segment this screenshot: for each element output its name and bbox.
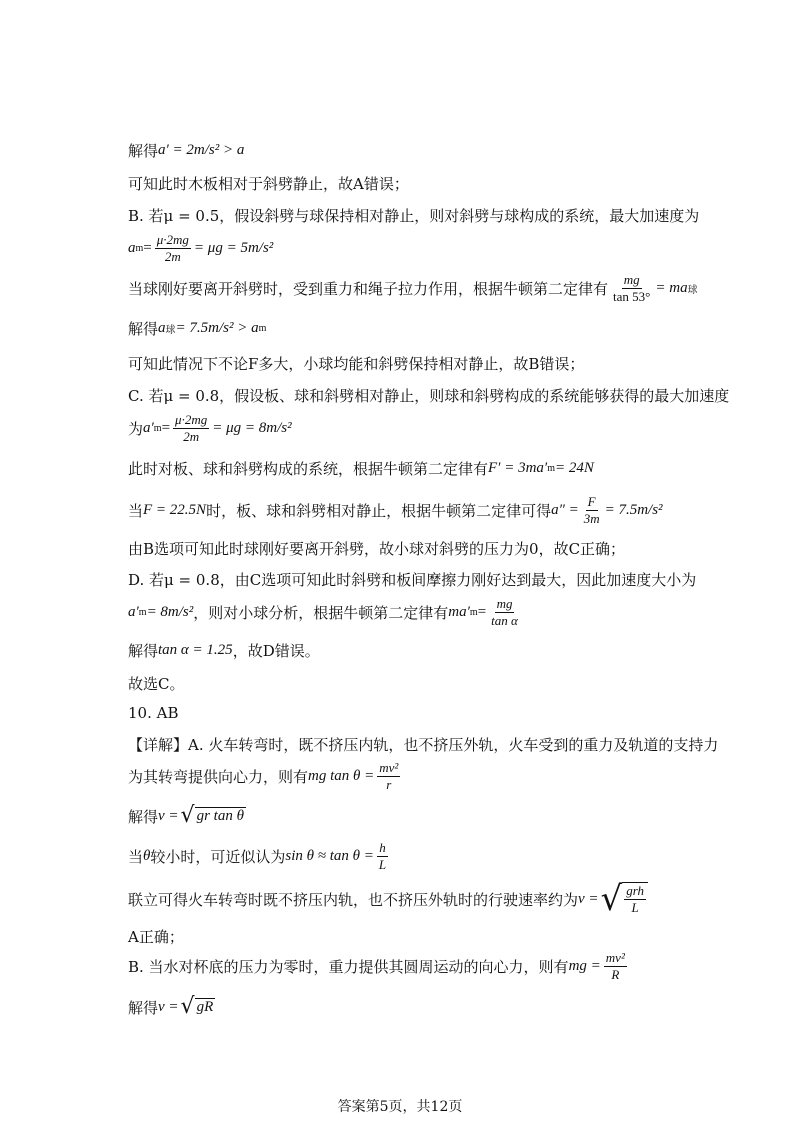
numerator: μ·2mg (175, 412, 208, 427)
formula: θ (143, 848, 151, 864)
fraction (604, 950, 627, 983)
formula-line (128, 412, 292, 445)
formula: a′ (143, 420, 154, 436)
text: 当 (128, 502, 144, 520)
text: 可知此时木板相对于斜劈静止，故A错误； (128, 175, 409, 193)
solution-line (128, 385, 729, 406)
formula: sin θ ≈ tan θ = (285, 848, 374, 864)
text: 解得 (128, 642, 159, 660)
fraction (377, 760, 400, 793)
formula: tan α = 1.25 (158, 642, 233, 658)
text: 故选C。 (128, 675, 185, 693)
formula: mg = (568, 958, 601, 974)
subscript: m (547, 463, 555, 474)
square-root (181, 996, 216, 1018)
text: 当 (128, 848, 144, 866)
page-footer: 答案第5页，共12页 (337, 1099, 463, 1115)
formula: ma′ (448, 604, 470, 620)
fraction (489, 596, 520, 629)
solution-line (128, 640, 320, 661)
formula: v = (578, 890, 599, 907)
equals: = (161, 420, 171, 436)
formula-line (128, 840, 391, 873)
numerator: F (587, 494, 596, 509)
subscript: m (138, 607, 147, 618)
solution-line (128, 569, 696, 590)
formula: a (158, 320, 166, 336)
solution-line (128, 926, 184, 947)
numerator: h (379, 840, 386, 855)
solution-line (128, 673, 184, 694)
fraction (622, 882, 648, 916)
denominator: 2m (164, 249, 181, 264)
formula: v = (158, 998, 179, 1015)
text: B. 当水对杯底的压力为零时，重力提供其圆周运动的向心力，则有 (128, 958, 569, 976)
subscript: 球 (687, 285, 698, 296)
text: 解得 (128, 807, 159, 826)
solution-line (128, 272, 698, 305)
subscript: 球 (165, 325, 176, 336)
solution-line (128, 205, 699, 226)
text: 联立可得火车转弯时既不挤压内轨，也不挤压外轨时的行驶速率约为 (128, 890, 579, 909)
formula: = 7.5m/s² (604, 502, 663, 518)
denominator: L (378, 857, 387, 872)
formula: a″ = (551, 502, 579, 518)
radicand: gr tan θ (196, 808, 244, 824)
numerator: mg (623, 272, 640, 287)
solution-line (128, 318, 266, 339)
formula-line (128, 996, 215, 1018)
radical-sign: √ (180, 994, 195, 1019)
text: ，则对小球分析，根据牛顿第二定律有 (193, 604, 449, 622)
text: B. 若μ = 0.5，假设斜劈与球保持相对静止，则对斜劈与球构成的系统，最大加速度为 (128, 207, 700, 225)
text: 较小时，可近似认为 (150, 848, 286, 866)
text: 此时对板、球和斜劈构成的系统，根据牛顿第二定律有 (128, 460, 489, 478)
subscript: m (153, 423, 162, 434)
solution-line (128, 458, 594, 479)
formula: a (128, 240, 136, 256)
radicand: gR (196, 999, 214, 1015)
text: 为 (128, 420, 144, 438)
formula: a′ = 2m/s² > a (158, 142, 245, 158)
formula-line (128, 760, 403, 793)
numerator: grh (626, 883, 645, 898)
formula: F = 22.5N (143, 502, 207, 518)
text: 时，板、球和斜劈相对静止，根据牛顿第二定律可得 (206, 502, 552, 520)
formula: v = (158, 807, 179, 824)
text: ，故D错误。 (232, 642, 320, 660)
solution-line (128, 140, 244, 161)
denominator: r (386, 777, 392, 792)
formula: F′ = 3ma′ (488, 460, 548, 476)
equals: = (477, 604, 487, 620)
denominator: tan α (491, 613, 518, 628)
formula: = 8m/s² (146, 604, 194, 620)
text: 解得 (128, 320, 159, 338)
equals: = (143, 240, 152, 256)
fraction (582, 494, 602, 527)
formula: = 24N (554, 460, 594, 476)
text: 10. AB (128, 704, 179, 722)
subscript: m (135, 243, 144, 254)
text: A正确； (128, 928, 184, 946)
solution-line (128, 734, 718, 755)
fraction (173, 412, 209, 445)
denominator: L (631, 900, 639, 915)
formula-line (128, 805, 246, 827)
formula: mg tan θ = (308, 768, 375, 784)
formula-line (128, 596, 523, 629)
numerator: mg (496, 596, 513, 611)
formula: = μg = 8m/s² (212, 420, 292, 436)
text: 为其转弯提供向心力，则有 (128, 768, 309, 786)
numerator: μ·2mg (156, 232, 189, 247)
formula-line (128, 232, 273, 265)
numerator: mv² (605, 950, 625, 965)
formula-line (128, 950, 630, 983)
text: D. 若μ = 0.8，由C选项可知此时斜劈和板间摩擦力刚好达到最大，因此加速度大小为 (128, 571, 697, 589)
subscript: m (469, 607, 478, 618)
text: C. 若μ = 0.8，假设板、球和斜劈相对静止，则球和斜劈构成的系统能够获得的最大加速度 (128, 387, 730, 405)
fraction (377, 840, 388, 873)
text: 解得 (128, 142, 159, 160)
denominator: 2m (183, 429, 200, 444)
radical-sign: √ (180, 803, 195, 828)
answer-heading (128, 704, 178, 722)
text: 当球刚好要离开斜劈时，受到重力和绳子拉力作用，根据牛顿第二定律有 (128, 280, 609, 298)
formula-line (128, 879, 648, 919)
text: 【详解】A. 火车转弯时，既不挤压内轨，也不挤压外轨，火车受到的重力及轨道的支持力 (128, 736, 719, 754)
denominator: R (611, 967, 620, 982)
square-root (181, 805, 246, 827)
subscript: m (258, 323, 267, 334)
text: 由B选项可知此时球刚好要离开斜劈，故小球对斜劈的压力为0，故C正确； (128, 540, 626, 558)
numerator: mv² (379, 760, 399, 775)
denominator: 3m (583, 511, 600, 526)
formula: a′ (128, 604, 139, 620)
fraction (155, 232, 191, 265)
formula: = 7.5m/s² > a (175, 320, 259, 336)
text: 可知此情况下不论F多大，小球均能和斜劈保持相对静止，故B错误； (128, 355, 585, 373)
formula: = μg = 5m/s² (193, 240, 274, 256)
radical-sign: √ (600, 879, 623, 919)
denominator: tan 53° (613, 289, 651, 304)
fraction (611, 272, 652, 305)
formula: = ma (655, 280, 688, 296)
text: 解得 (128, 998, 159, 1017)
solution-line (128, 173, 409, 194)
square-root (600, 879, 649, 919)
solution-line (128, 494, 663, 527)
solution-line (128, 353, 584, 374)
solution-line (128, 538, 625, 559)
